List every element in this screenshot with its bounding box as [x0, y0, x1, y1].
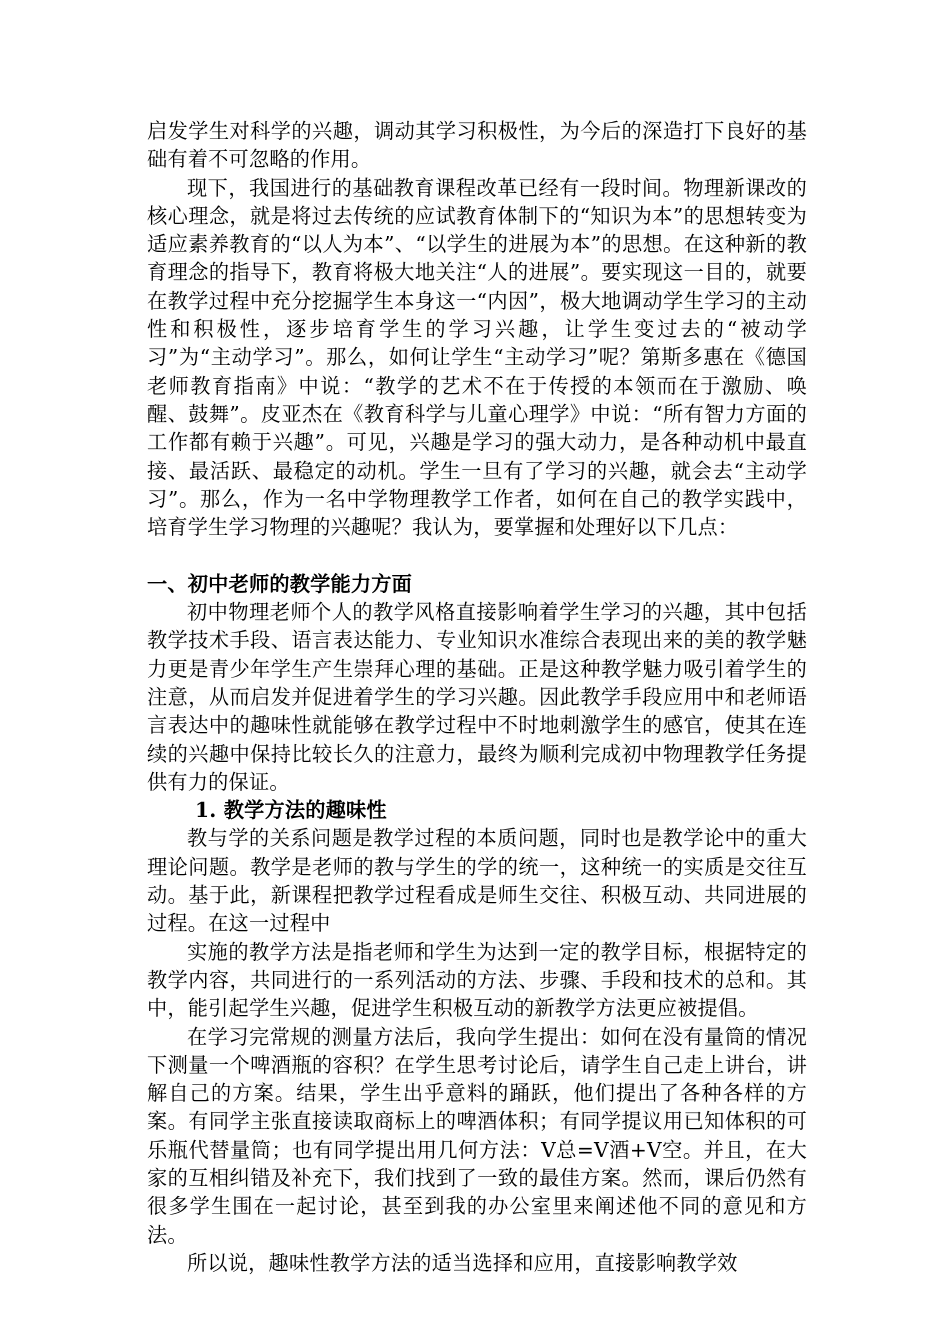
- section-heading-teacher-ability: 一、初中老师的教学能力方面: [147, 571, 413, 596]
- paragraph-conclusion-start: 所以说，趣味性教学方法的适当选择和应用，直接影响教学效: [187, 1250, 738, 1275]
- document-page: [147, 117, 807, 1277]
- paragraph-teaching-relationship: 教与学的关系问题是教学过程的本质问题，同时也是教学论中的重大理论问题。教学是老师的教与学生的学的统一，这种统一的实质是交往互动。基于此，新课程把教学过程看成是师生交往、积极互动、共同进展的过程。在这一过程中: [147, 826, 807, 936]
- paragraph-teaching-style: 初中物理老师个人的教学风格直接影响着学生学习的兴趣，其中包括教学技术手段、语言表达能力、专业知识水准综合表现出来的美的教学魅力更是青少年学生产生崇拜心理的基础。正是这种教学魅力吸引着学生的注意，从而启发并促进着学生的学习兴趣。因此教学手段应用中和老师语言表达中的趣味性就能够在教学过程中不时地刺激学生的感官，使其在连续的兴趣中保持比较长久的注意力，最终为顺利完成初中物理教学任务提供有力的保证。: [147, 600, 807, 794]
- paragraph-beer-bottle-example: 在学习完常规的测量方法后，我向学生提出：如何在没有量筒的情况下测量一个啤酒瓶的容积？在学生思考讨论后，请学生自己走上讲台，讲解自己的方案。结果，学生出乎意料的踊跃，他们提出了各种各样的方案。有同学主张直接读取商标上的啤酒体积；有同学提议用已知体积的可乐瓶代替量筒；也有同学提出用几何方法：V总=V酒+V空。并且，在大家的互相纠错及补充下，我们找到了一致的最佳方案。然而，课后仍然有很多学生围在一起讨论，甚至到我的办公室里来阐述他不同的意见和方法。: [147, 1024, 807, 1247]
- blank-line: [147, 541, 807, 569]
- paragraph-intro-continuation: 启发学生对科学的兴趣，调动其学习积极性，为今后的深造打下良好的基础有着不可忽略的作用。: [147, 119, 807, 172]
- paragraph-curriculum-reform: 现下，我国进行的基础教育课程改革已经有一段时间。物理新课改的核心理念，就是将过去传统的应试教育体制下的“知识为本”的思想转变为适应素养教育的“以人为本”、“以学生的进展为本”的思想。在这种新的教育理念的指导下，教育将极大地关注“人的进展”。要实现这一目的，就要在教学过程中充分挖掘学生本身这一“内因”，极大地调动学生学习的主动性和积极性，逐步培育学生的学习兴趣，让学生变过去的“被动学习”为“主动学习”。那么，如何让学生“主动学习”呢？第斯多惠在《德国老师教育指南》中说：“教学的艺术不在于传授的本领而在于激励、唤醒、鼓舞”。皮亚杰在《教育科学与儿童心理学》中说：“所有智力方面的工作都有赖于兴趣”。可见，兴趣是学习的强大动力，是各种动机中最直接、最活跃、最稳定的动机。学生一旦有了学习的兴趣，就会去“主动学习”。那么，作为一名中学物理教学工作者，如何在自己的教学实践中，培育学生学习物理的兴趣呢？我认为，要掌握和处理好以下几点：: [147, 175, 807, 540]
- subsection-heading-teaching-method: 1. 教学方法的趣味性: [195, 798, 387, 823]
- paragraph-teaching-method-definition: 实施的教学方法是指老师和学生为达到一定的教学目标，根据特定的教学内容，共同进行的一系列活动的方法、步骤、手段和技术的总和。其中，能引起学生兴趣，促进学生积极互动的新教学方法更应被提倡。: [147, 939, 807, 1021]
